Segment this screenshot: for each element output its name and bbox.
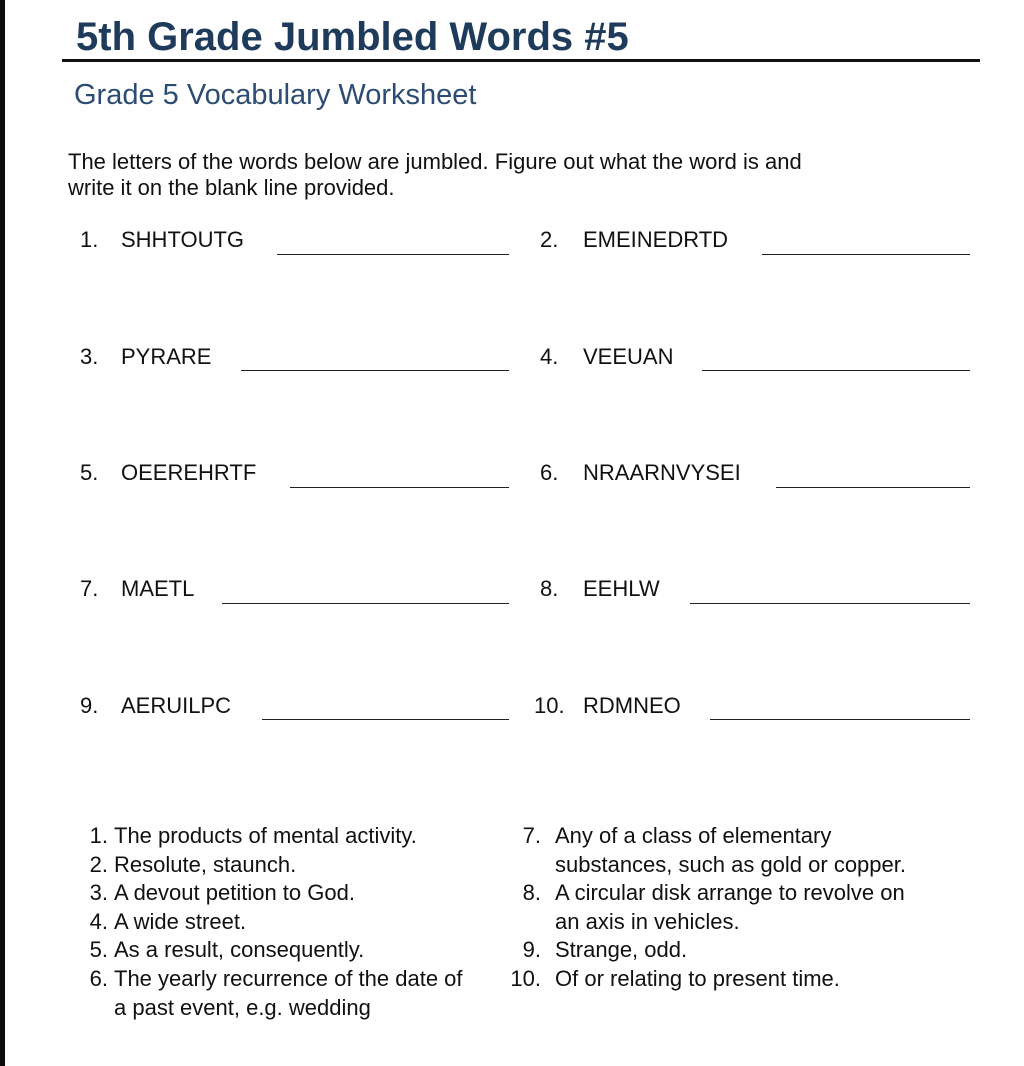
clues-left-column xyxy=(78,822,508,1022)
answer-line-1[interactable] xyxy=(277,254,509,255)
clue-text: The products of mental activity. xyxy=(114,823,417,848)
clue-text: Of or relating to present time. xyxy=(555,965,840,991)
jumble-word: RDMNEO xyxy=(583,693,681,718)
clue-text-continued: an axis in vehicles. xyxy=(555,908,740,934)
clue-number: 2. xyxy=(89,851,108,877)
answer-line-2[interactable] xyxy=(762,254,970,255)
jumble-number: 7. xyxy=(80,576,99,601)
jumble-word: MAETL xyxy=(121,576,195,601)
clue-item-4 xyxy=(78,908,508,937)
clue-text: A circular disk arrange to revolve on xyxy=(555,880,905,906)
clue-text-continued: a past event, e.g. wedding xyxy=(114,994,371,1020)
jumble-word: SHHTOUTG xyxy=(121,227,245,252)
jumble-number: 2. xyxy=(540,227,559,252)
jumble-number: 1. xyxy=(80,227,99,252)
jumble-word: VEEUAN xyxy=(583,344,674,369)
jumble-word: NRAARNVYSEI xyxy=(583,460,741,485)
clue-text: A devout petition to God. xyxy=(114,880,355,906)
clues-right-column xyxy=(508,822,968,994)
answer-line-7[interactable] xyxy=(222,603,509,604)
answer-line-4[interactable] xyxy=(702,370,970,371)
clue-item-9 xyxy=(508,936,968,965)
jumble-word: EEHLW xyxy=(583,576,660,601)
clue-number: 8. xyxy=(522,880,541,906)
clue-number: 1. xyxy=(89,823,108,848)
clue-item-7 xyxy=(508,822,968,879)
clue-text: Strange, odd. xyxy=(555,937,688,963)
jumble-number: 6. xyxy=(540,460,559,485)
jumble-word: EMEINEDRTD xyxy=(583,227,729,252)
clue-text-continued: substances, such as gold or copper. xyxy=(555,851,906,877)
clue-number: 6. xyxy=(89,965,108,991)
jumble-number: 10. xyxy=(534,693,565,718)
clue-item-1 xyxy=(78,822,508,851)
jumble-word: PYRARE xyxy=(121,344,212,369)
jumble-number: 5. xyxy=(80,460,99,485)
page-title: 5th Grade Jumbled Words #5 xyxy=(76,15,629,59)
clue-text: The yearly recurrence of the date of xyxy=(114,965,463,991)
title-underline xyxy=(62,59,980,62)
instructions xyxy=(68,149,928,201)
clue-item-5 xyxy=(78,936,508,965)
answer-line-6[interactable] xyxy=(776,487,970,488)
clue-item-3 xyxy=(78,879,508,908)
clue-text: Any of a class of elementary xyxy=(555,823,832,848)
clue-number: 10. xyxy=(510,965,541,991)
clue-number: 5. xyxy=(89,937,108,963)
clue-number: 3. xyxy=(89,880,108,906)
clue-number: 7. xyxy=(522,823,541,848)
clue-number: 4. xyxy=(89,908,108,934)
answer-line-5[interactable] xyxy=(290,487,509,488)
clue-item-10 xyxy=(508,965,968,994)
clue-item-8 xyxy=(508,879,968,936)
clue-text: A wide street. xyxy=(114,908,247,934)
clue-item-2 xyxy=(78,851,508,880)
answer-line-9[interactable] xyxy=(262,719,509,720)
instructions-line-1: The letters of the words below are jumbled. Figure out what the word is and xyxy=(68,149,802,174)
jumble-number: 3. xyxy=(80,344,99,369)
jumble-number: 4. xyxy=(540,344,559,369)
page-subtitle: Grade 5 Vocabulary Worksheet xyxy=(74,79,477,111)
jumble-word: OEEREHRTF xyxy=(121,460,257,485)
clue-item-6 xyxy=(78,965,508,1022)
jumble-word: AERUILPC xyxy=(121,693,232,718)
clue-text: Resolute, staunch. xyxy=(114,851,297,877)
left-edge-shadow xyxy=(0,0,5,1066)
jumble-number: 8. xyxy=(540,576,559,601)
clue-number: 9. xyxy=(522,937,541,963)
answer-line-3[interactable] xyxy=(241,370,509,371)
answer-line-8[interactable] xyxy=(690,603,970,604)
clue-text: As a result, consequently. xyxy=(114,937,365,963)
answer-line-10[interactable] xyxy=(710,719,970,720)
jumble-number: 9. xyxy=(80,693,99,718)
instructions-line-2: write it on the blank line provided. xyxy=(68,175,395,200)
